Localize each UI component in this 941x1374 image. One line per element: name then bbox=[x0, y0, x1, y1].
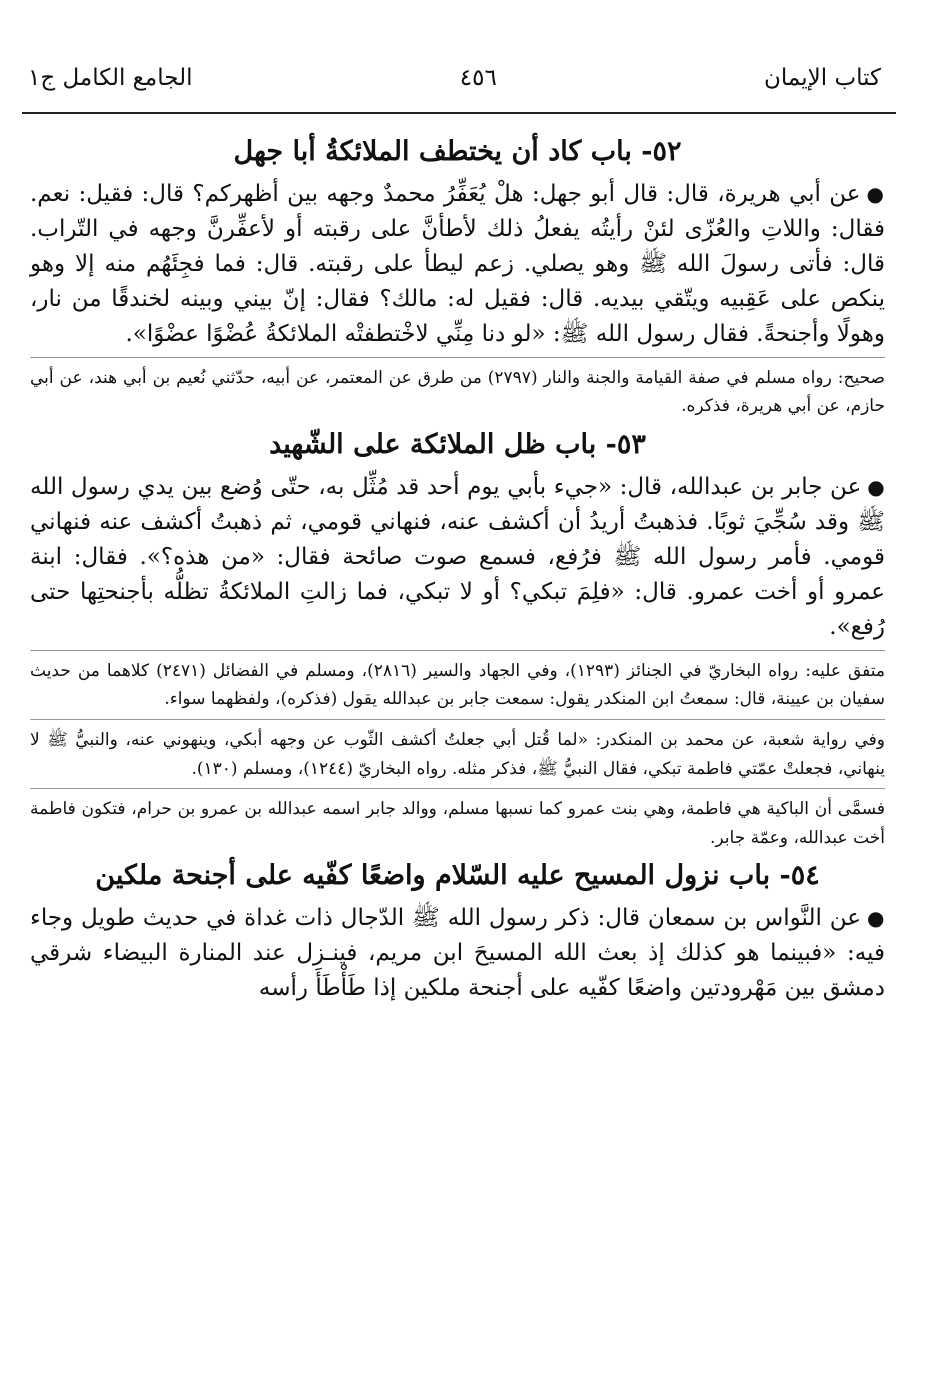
divider bbox=[30, 788, 885, 789]
bullet-icon: ● bbox=[866, 182, 885, 207]
hadith-body: عن أبي هريرة، قال: قال أبو جهل: هلْ يُعَفِّرُ محمدٌ وجهه بين أظهركم؟ قال: فقيل: نعم. فقال: واللاتِ والعُزّى لئنْ رأيتُه يفعلُ ذلك لأطأنَّ على رقبته أو لأعفِّرنَّ وجهه في التّراب. قال: فأتى رسولَ الله ﷺ وهو يصلي. زعم ليطأ على رقبته. قال: فما فجِئَهُم منه إلا وهو ينكص على عَقِبيه ويتّقي بيديه. قال: فقيل له: مالك؟ فقال: إنّ بيني وبينه لخندقًا من نار، وهولًا وأجنحةً. فقال رسول الله ﷺ: «لو دنا مِنِّي لاخْتطفتْه الملائكةُ عُضْوًا عضْوًا». bbox=[30, 181, 885, 347]
divider bbox=[30, 650, 885, 651]
takhrij-note: صحيح: رواه مسلم في صفة القيامة والجنة والنار (٢٧٩٧) من طرق عن المعتمر، عن أبيه، حدّثني نُعيم بن أبي هند، عن أبي حازم، عن أبي هريرة، فذكره. bbox=[30, 367, 885, 417]
hadith-text-53 bbox=[30, 470, 885, 645]
series-title: الجامع الكامل ج١ bbox=[28, 65, 193, 91]
chapter-heading-54: ٥٤- باب نزول المسيح عليه السّلام واضعًا كفّيه على أجنحة ملكين bbox=[95, 860, 820, 892]
bullet-icon: ● bbox=[866, 906, 885, 931]
page-header bbox=[28, 58, 881, 98]
takhrij-note: فسمَّى أن الباكية هي فاطمة، وهي بنت عمرو كما نسبها مسلم، ووالد جابر اسمه عبدالله بن عمرو بن حرام، فتكون فاطمة أخت عبدالله، وعمّة جابر. bbox=[30, 799, 885, 848]
divider bbox=[30, 357, 885, 358]
takhrij-note: متفق عليه: رواه البخاريّ في الجنائز (١٢٩٣)، وفي الجهاد والسير (٢٨١٦)، ومسلم في الفضائل (٢٤٧١) كلاهما من حديث سفيان بن عيينة، قال: سمعتُ ابن المنكدر يقول: سمعت جابر بن عبدالله يقول (فذكره)، ولفظهما سواء. bbox=[30, 660, 885, 710]
hadith-text-52 bbox=[30, 177, 885, 352]
bullet-icon: ● bbox=[867, 475, 886, 500]
hadith-text-54 bbox=[30, 901, 885, 1006]
hadith-body: عن النَّواس بن سمعان قال: ذكر رسول الله ﷺ الدّجال ذات غداة في حديث طويل وجاء فيه: «فبينما هو كذلك إذ بعث الله المسيحَ ابن مريم، فينـزل عند المنارة البيضاء شرقي دمشق بين مَهْرودتين واضعًا كفّيه على أجنحة ملكين إذا طَأْطَأَ رأسه bbox=[30, 905, 885, 1002]
takhrij-note: وفي رواية شعبة، عن محمد بن المنكدر: «لما قُتل أبي جعلتُ أكشف الثّوب عن وجهه أبكي، وينهوني عنه، والنبيُّ ﷺ لا ينهاني، فجعلتْ عمّتي فاطمة تبكي، فقال النبيُّ ﷺ، فذكر مثله. رواه البخاريّ (١٢٤٤)، ومسلم (١٣٠). bbox=[30, 730, 885, 779]
header-rule bbox=[22, 112, 896, 114]
chapter-heading-52: ٥٢- باب كاد أن يختطف الملائكةُ أبا جهل bbox=[233, 136, 682, 167]
hadith-body: عن جابر بن عبدالله، قال: «جيء بأبي يوم أحد قد مُثِّل به، حتّى وُضع بين يدي رسول الله ﷺ وقد سُجِّيَ ثوبًا. فذهبتُ أريدُ أن أكشف عنه، فنهاني قومي، ثم ذهبتُ أكشف عنه فنهاني قومي. فأمر رسول الله ﷺ فرُفع، فسمع صوت صائحة فقال: «من هذه؟». فقال: ابنة عمرو أو أخت عمرو. قال: «فلِمَ تبكي؟ أو لا تبكي، فما زالتِ الملائكةُ تظلُّه بأجنحتِها حتى رُفع». bbox=[30, 474, 885, 640]
chapter-heading-53: ٥٣- باب ظل الملائكة على الشّهيد bbox=[269, 429, 646, 460]
divider bbox=[30, 719, 885, 720]
page-number: ٤٥٦ bbox=[459, 65, 497, 91]
book-title: كتاب الإيمان bbox=[764, 65, 881, 91]
page-content bbox=[30, 128, 885, 1006]
